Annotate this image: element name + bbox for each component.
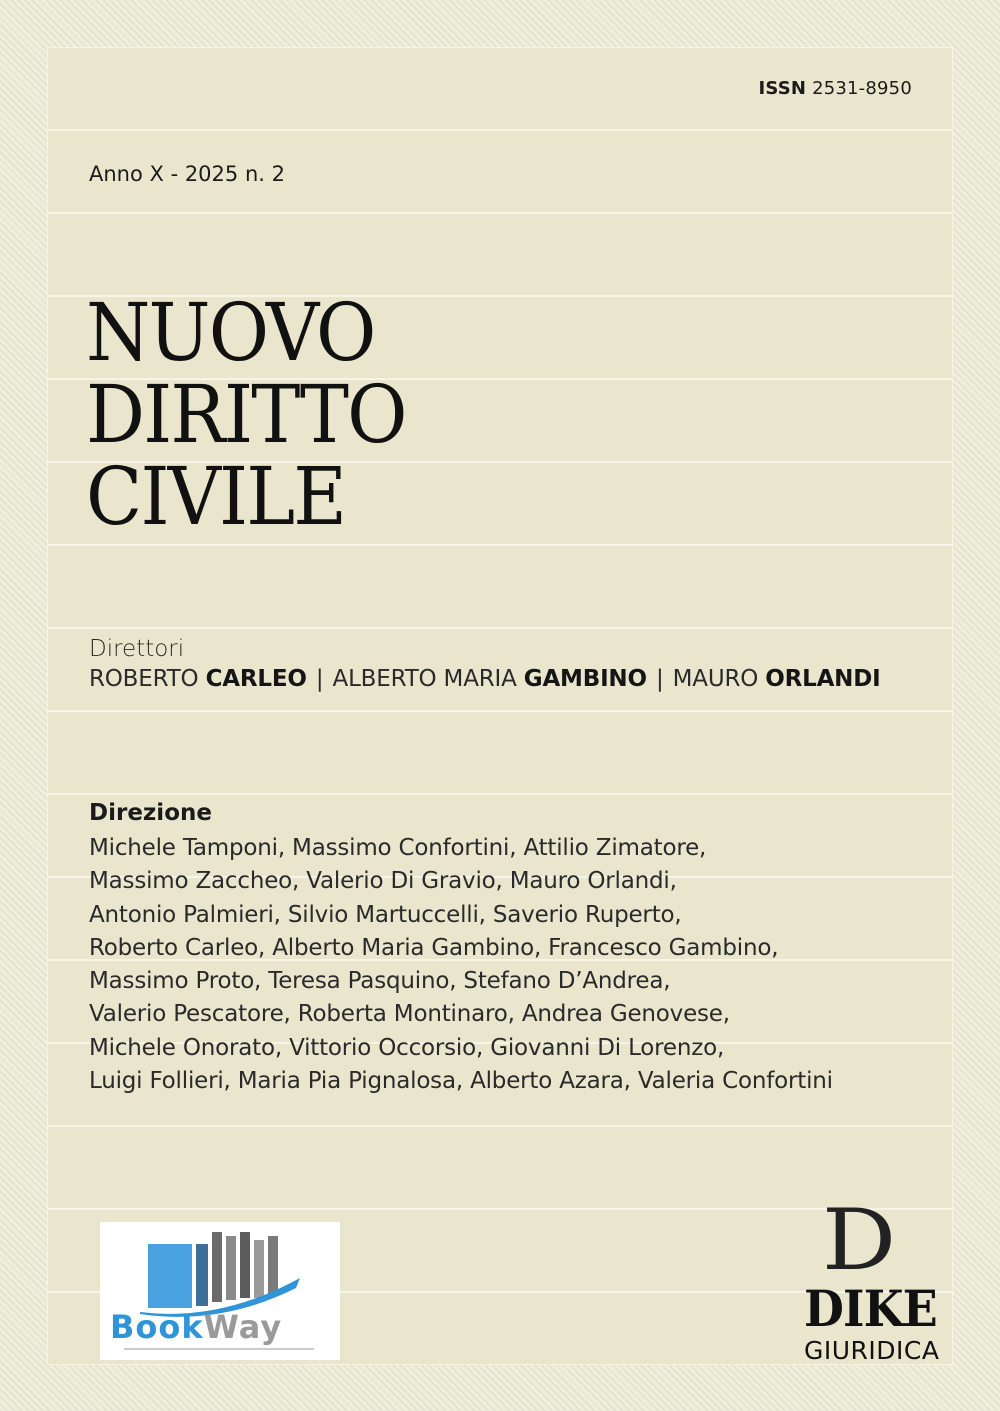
direttori-label: Direttori	[89, 636, 185, 662]
issn	[758, 78, 912, 99]
direttore-first-name: MAURO	[672, 666, 759, 692]
direttore-last-name: ORLANDI	[765, 666, 881, 692]
separator: |	[655, 666, 664, 692]
bookway-wordmark: BookWay	[110, 1308, 283, 1346]
direzione-line: Michele Onorato, Vittorio Occorsio, Giovanni Di Lorenzo,	[89, 1034, 725, 1061]
title-line-3: CIVILE	[86, 450, 346, 543]
direttore-last-name: GAMBINO	[523, 666, 647, 692]
title-line-2: DIRITTO	[86, 368, 406, 461]
cover-panel	[48, 48, 952, 1364]
issn-label: ISSN	[758, 78, 807, 99]
bookway-logo	[100, 1222, 340, 1360]
direzione-list	[89, 832, 833, 1098]
journal-title	[86, 286, 433, 543]
direttori-names	[89, 666, 880, 692]
direzione-line: Massimo Proto, Teresa Pasquino, Stefano D’Andrea,	[89, 968, 671, 995]
direzione-line: Valerio Pescatore, Roberta Montinaro, Andrea Genovese,	[89, 1001, 730, 1028]
publisher-monogram: D	[822, 1191, 897, 1289]
direzione-line: Roberto Carleo, Alberto Maria Gambino, Francesco Gambino,	[89, 934, 779, 961]
issn-number: 2531-8950	[812, 78, 912, 99]
direttore-first-name: ROBERTO	[89, 666, 199, 692]
publisher-name: DIKE	[804, 1279, 937, 1338]
title-line-1: NUOVO	[86, 286, 375, 379]
publisher-subtitle: GIURIDICA	[804, 1336, 940, 1365]
direttore-first-name: ALBERTO MARIA	[332, 666, 517, 692]
direzione-line: Michele Tamponi, Massimo Confortini, Attilio Zimatore,	[89, 835, 707, 861]
direzione-heading: Direzione	[89, 800, 212, 826]
bookway-tagline-rule	[124, 1348, 314, 1350]
direzione-line: Antonio Palmieri, Silvio Martuccelli, Saverio Ruperto,	[89, 901, 682, 928]
issue-number: Anno X - 2025 n. 2	[89, 162, 285, 186]
publisher-logo	[798, 1191, 948, 1366]
direzione-line: Massimo Zaccheo, Valerio Di Gravio, Mauro Orlandi,	[89, 868, 677, 895]
direttore-last-name: CARLEO	[205, 666, 307, 692]
direzione-line: Luigi Follieri, Maria Pia Pignalosa, Alberto Azara, Valeria Confortini	[89, 1068, 833, 1095]
separator: |	[315, 666, 324, 692]
bookshelf-swoosh-icon	[100, 1222, 340, 1322]
